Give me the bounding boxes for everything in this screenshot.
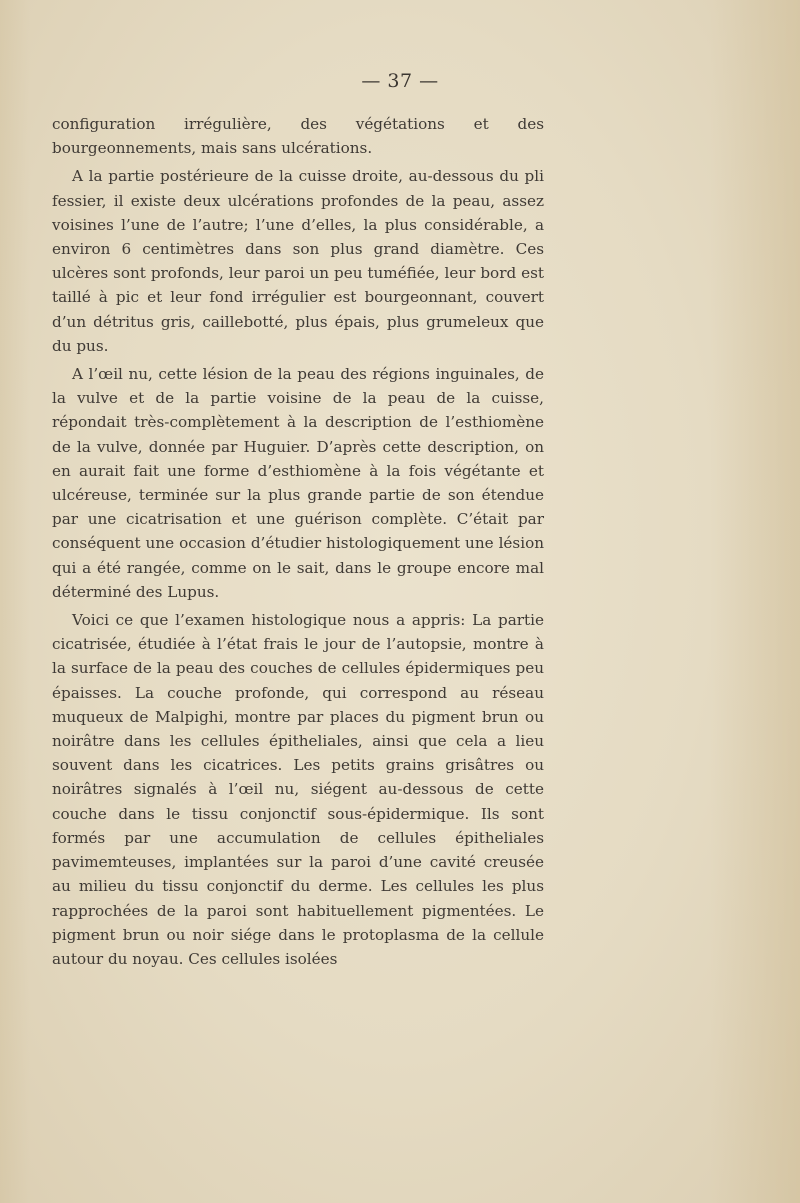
page-edge-shadow-right xyxy=(710,0,800,1203)
paragraph-continuation: configuration irrégulière, des végétations et des bourgeonnements, mais sans ulcérations. xyxy=(52,115,544,158)
page-number: — 37 — xyxy=(361,70,439,92)
page-edge-shadow-left xyxy=(0,0,30,1203)
paragraph-ulcerations: A la partie postérieure de la cuisse droite, au-dessous du pli fessier, il existe deux ulcérations profondes de la peau, assez voisines l’une de l’autre; l’une d’elles, la plus considérable, a environ 6 centimètres dans son plus grand diamètre. Ces ulcères sont profonds, leur paroi un peu tuméfiée, leur bord est taillé à pic et leur fond irrégulier est bourgeonnant, couvert d’un détritus gris, caillebotté, plus épais, plus grumeleux que du pus. xyxy=(52,167,544,355)
paragraph-esthiomene: A l’œil nu, cette lésion de la peau des régions inguinales, de la vulve et de la partie voisine de la peau de la cuisse, répondait très-complètement à la description de l’esthiomène de la vulve, donnée par Huguier. D’après cette description, on en aurait fait une forme d’esthiomène à la fois végétante et ulcéreuse, terminée sur la plus grande partie de son étendue par une cicatrisation et une guérison complète. C’était par conséquent une occasion d’étudier histologiquement une lésion qui a été rangée, comme on le sait, dans le groupe encore mal déterminé des Lupus. xyxy=(52,365,544,601)
paragraph-histology: Voici ce que l’examen histologique nous a appris: La partie cicatrisée, étudiée à l’état frais le jour de l’autopsie, montre à la surface de la peau des couches de cellules épidermiques peu épaisses. La couche profonde, qui correspond au réseau muqueux de Malpighi, montre par places du pigment brun ou noirâtre dans les cellules épitheliales, ainsi que cela a lieu souvent dans les cicatrices. Les petits grains grisâtres ou noirâtres signalés à l’œil nu, siégent au-dessous de cette couche dans le tissu conjonctif sous-épidermique. Ils sont formés par une accumulation de cellules épitheliales pavimemteuses, implantées sur la paroi d’une cavité creusée au milieu du tissu conjonctif du derme. Les cellules les plus rapprochées de la paroi sont habituellement pigmentées. Le pigment brun ou noir siége dans le protoplasma de la cellule autour du noyau. Ces cellules isolées xyxy=(52,611,544,968)
body-text xyxy=(52,112,544,975)
